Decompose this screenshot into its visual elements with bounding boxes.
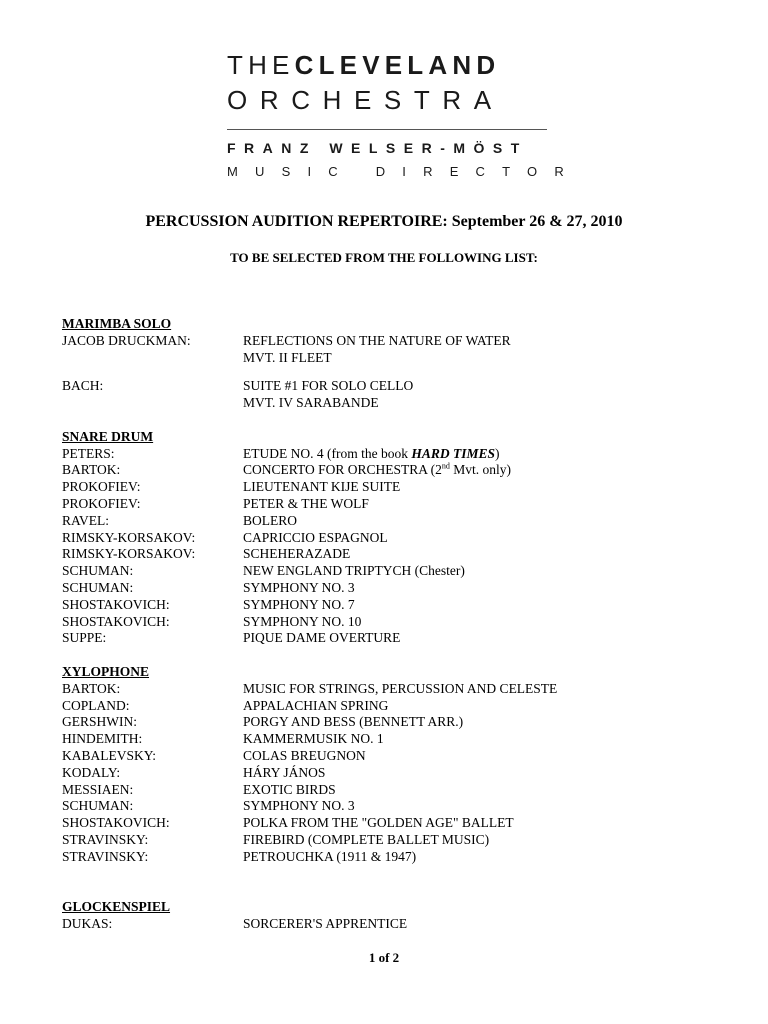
ordinal-suffix: nd xyxy=(441,461,450,471)
work-title: ETUDE NO. 4 (from the book xyxy=(243,445,412,461)
logo-director-name: FRANZ WELSER-MÖST xyxy=(227,140,528,156)
work: NEW ENGLAND TRIPTYCH (Chester) xyxy=(243,563,465,579)
work: SYMPHONY NO. 3 xyxy=(243,798,355,814)
list-item xyxy=(62,446,702,463)
list-item xyxy=(62,714,702,731)
work-suffix: Mvt. only) xyxy=(449,462,511,478)
list-item xyxy=(62,614,702,631)
composer: STRAVINSKY: xyxy=(62,848,149,864)
logo-director-title: MUSIC DIRECTOR xyxy=(227,164,581,179)
composer: SCHUMAN: xyxy=(62,798,134,814)
work-suffix: ) xyxy=(495,445,500,461)
list-item xyxy=(62,782,702,799)
list-item xyxy=(62,597,702,614)
composer: JACOB DRUCKMAN: xyxy=(62,332,191,348)
list-item xyxy=(62,580,702,597)
work: PORGY AND BESS (BENNETT ARR.) xyxy=(243,714,464,730)
composer: PROKOFIEV: xyxy=(62,495,141,511)
composer: SCHUMAN: xyxy=(62,563,134,579)
section-glockenspiel xyxy=(62,899,702,933)
spacer xyxy=(62,882,702,899)
orchestra-logo xyxy=(227,48,581,179)
work-movement: MVT. II FLEET xyxy=(243,349,332,365)
composer: GERSHWIN: xyxy=(62,714,137,730)
work: COLAS BREUGNON xyxy=(243,747,366,763)
work xyxy=(243,378,413,412)
composer: RIMSKY-KORSAKOV: xyxy=(62,529,196,545)
section-xylophone xyxy=(62,664,702,866)
work: PETROUCHKA (1911 & 1947) xyxy=(243,848,417,864)
composer: SHOSTAKOVICH: xyxy=(62,596,170,612)
composer: MESSIAEN: xyxy=(62,781,134,797)
composer: PROKOFIEV: xyxy=(62,479,141,495)
list-item xyxy=(62,479,702,496)
repertoire-list xyxy=(62,316,702,950)
logo-the: THE xyxy=(227,50,295,80)
work: SYMPHONY NO. 10 xyxy=(243,613,362,629)
page-number: 1 of 2 xyxy=(368,950,400,965)
logo-cleveland: CLEVELAND xyxy=(294,50,501,80)
list-item xyxy=(62,681,702,698)
work: LIEUTENANT KIJE SUITE xyxy=(243,479,401,495)
work: PIQUE DAME OVERTURE xyxy=(243,630,401,646)
work-title: SUITE #1 FOR SOLO CELLO xyxy=(243,378,414,394)
work: SYMPHONY NO. 3 xyxy=(243,579,355,595)
list-item xyxy=(62,546,702,563)
composer: BACH: xyxy=(62,378,104,394)
composer: SUPPE: xyxy=(62,630,107,646)
work: KAMMERMUSIK NO. 1 xyxy=(243,731,384,747)
list-item xyxy=(62,798,702,815)
composer: RIMSKY-KORSAKOV: xyxy=(62,546,196,562)
work: CAPRICCIO ESPAGNOL xyxy=(243,529,388,545)
spacer xyxy=(62,366,702,378)
logo-divider xyxy=(227,129,547,130)
page-subtitle: TO BE SELECTED FROM THE FOLLOWING LIST: xyxy=(230,250,538,265)
list-item xyxy=(62,832,702,849)
work-movement: MVT. IV SARABANDE xyxy=(243,395,379,411)
work xyxy=(243,446,500,463)
work xyxy=(243,462,511,479)
work: SYMPHONY NO. 7 xyxy=(243,596,355,612)
composer: RAVEL: xyxy=(62,512,110,528)
work-title: REFLECTIONS ON THE NATURE OF WATER xyxy=(243,332,511,348)
work: HÁRY JÁNOS xyxy=(243,764,326,780)
section-heading: SNARE DRUM xyxy=(62,428,154,444)
list-item xyxy=(62,748,702,765)
work: FIREBIRD (COMPLETE BALLET MUSIC) xyxy=(243,831,490,847)
composer: KABALEVSKY: xyxy=(62,747,157,763)
list-item xyxy=(62,333,702,367)
work: PETER & THE WOLF xyxy=(243,495,369,511)
work xyxy=(243,333,511,367)
list-item xyxy=(62,513,702,530)
page-title: PERCUSSION AUDITION REPERTOIRE: September 26 & 27, 2010 xyxy=(145,213,623,230)
work: MUSIC FOR STRINGS, PERCUSSION AND CELESTE xyxy=(243,680,558,696)
work: SCHEHERAZADE xyxy=(243,546,351,562)
work: SORCERER'S APPRENTICE xyxy=(243,916,408,932)
section-marimba-solo xyxy=(62,316,702,412)
list-item xyxy=(62,563,702,580)
composer: SCHUMAN: xyxy=(62,579,134,595)
work: POLKA FROM THE "GOLDEN AGE" BALLET xyxy=(243,815,514,831)
composer: SHOSTAKOVICH: xyxy=(62,815,170,831)
work: APPALACHIAN SPRING xyxy=(243,697,389,713)
composer: KODALY: xyxy=(62,764,121,780)
snare-drum-rows xyxy=(62,479,702,647)
glockenspiel-rows xyxy=(62,916,702,933)
list-item xyxy=(62,849,702,866)
list-item xyxy=(62,378,702,412)
list-item xyxy=(62,496,702,513)
composer: COPLAND: xyxy=(62,697,130,713)
book-title: HARD TIMES xyxy=(411,445,495,461)
composer: STRAVINSKY: xyxy=(62,831,149,847)
list-item xyxy=(62,815,702,832)
logo-orchestra: ORCHESTRA xyxy=(227,85,504,115)
list-item xyxy=(62,765,702,782)
list-item xyxy=(62,916,702,933)
xylophone-rows xyxy=(62,681,702,866)
section-snare-drum xyxy=(62,429,702,647)
composer: BARTOK: xyxy=(62,680,121,696)
composer: SHOSTAKOVICH: xyxy=(62,613,170,629)
logo-line-the-cleveland xyxy=(227,48,549,82)
section-heading: MARIMBA SOLO xyxy=(62,316,172,331)
composer: BARTOK: xyxy=(62,462,121,478)
composer: HINDEMITH: xyxy=(62,731,143,747)
list-item xyxy=(62,731,702,748)
list-item xyxy=(62,698,702,715)
section-heading: GLOCKENSPIEL xyxy=(62,899,171,915)
work: BOLERO xyxy=(243,512,297,528)
list-item xyxy=(62,462,702,479)
list-item xyxy=(62,530,702,547)
work-title: CONCERTO FOR ORCHESTRA (2 xyxy=(243,462,442,478)
work: EXOTIC BIRDS xyxy=(243,781,336,797)
composer: PETERS: xyxy=(62,445,115,461)
list-item xyxy=(62,630,702,647)
composer: DUKAS: xyxy=(62,916,113,932)
section-heading: XYLOPHONE xyxy=(62,663,150,679)
